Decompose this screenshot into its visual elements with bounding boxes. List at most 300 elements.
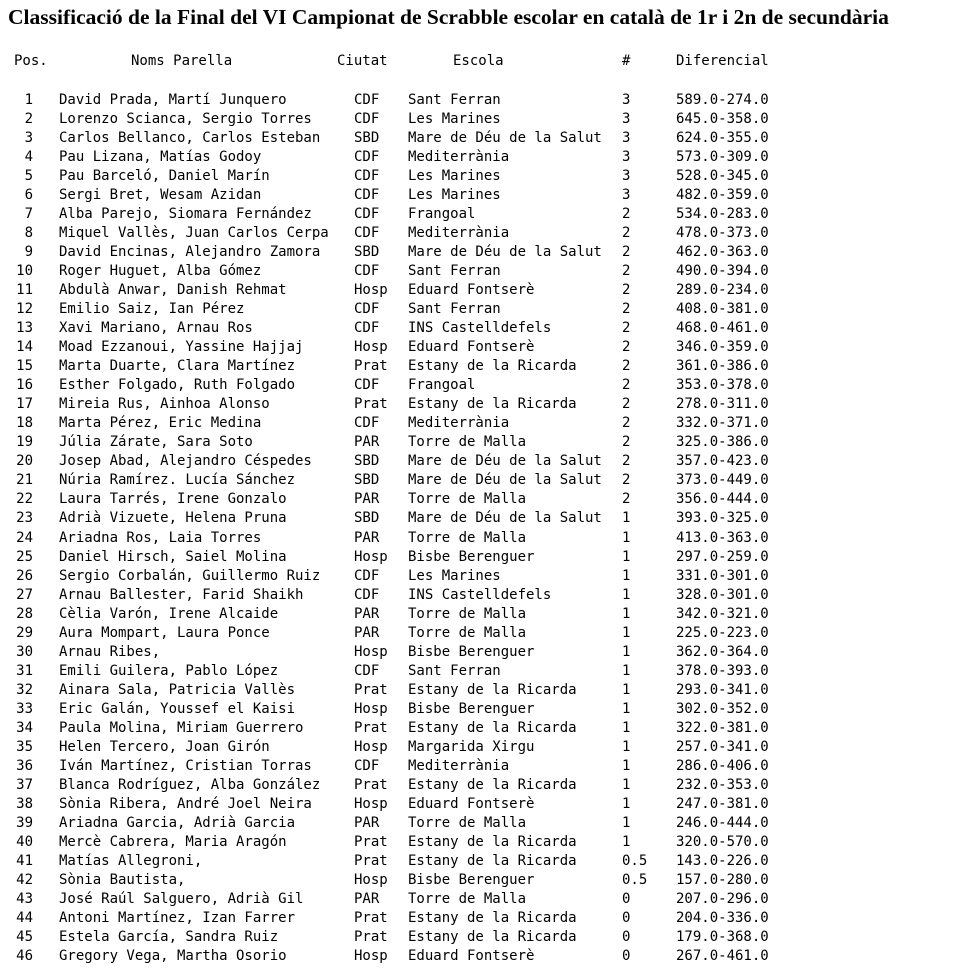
cell-city: PAR (354, 434, 380, 451)
table-row (0, 224, 972, 243)
table-row (0, 357, 972, 376)
cell-pos: 39 (16, 814, 33, 831)
cell-names: Lorenzo Scianca, Sergio Torres (59, 111, 312, 127)
cell-names: David Encinas, Alejandro Zamora (59, 244, 321, 261)
cell-city: Prat (354, 928, 388, 945)
cell-school: Bisbe Berenguer (408, 643, 535, 660)
cell-city: CDF (354, 225, 380, 242)
cell-score: 1 (622, 814, 631, 831)
cell-school: Les Marines (408, 187, 501, 204)
cell-pos: 19 (16, 434, 33, 451)
cell-school: Sant Ferran (408, 662, 501, 679)
table-row (0, 319, 972, 338)
cell-pos: 3 (24, 130, 33, 146)
header-diff: Diferencial (676, 53, 769, 69)
cell-pos: 35 (16, 738, 33, 755)
page-title: Classificació de la Final del VI Campionat de Scrabble escolar en català de 1r i 2n de secundària (8, 5, 889, 29)
cell-school: Torre de Malla (408, 814, 527, 831)
table-row (0, 186, 972, 205)
cell-pos: 2 (24, 111, 33, 127)
cell-city: CDF (354, 149, 380, 166)
cell-diff: 257.0-341.0 (676, 738, 769, 755)
cell-names: Daniel Hirsch, Saiel Molina (59, 548, 287, 565)
cell-names: José Raúl Salguero, Adrià Gil (59, 890, 304, 907)
cell-school: Bisbe Berenguer (408, 871, 535, 888)
table-row (0, 776, 972, 795)
cell-pos: 42 (16, 871, 33, 888)
table-row (0, 757, 972, 776)
table-row (0, 376, 972, 395)
cell-names: Moad Ezzanoui, Yassine Hajjaj (59, 339, 304, 356)
cell-names: Esther Folgado, Ruth Folgado (59, 377, 296, 394)
cell-pos: 38 (16, 795, 33, 812)
cell-score: 2 (622, 244, 631, 261)
cell-names: Paula Molina, Miriam Guerrero (59, 719, 304, 736)
cell-score: 2 (622, 453, 631, 470)
cell-names: Núria Ramírez. Lucía Sánchez (59, 472, 296, 489)
cell-names: Cèlia Varón, Irene Alcaide (59, 605, 279, 622)
cell-names: Sònia Bautista, (59, 871, 186, 888)
table-row (0, 947, 972, 966)
cell-pos: 1 (24, 92, 33, 108)
cell-names: Sergi Bret, Wesam Azidan (59, 187, 262, 204)
cell-diff: 322.0-381.0 (676, 719, 769, 736)
cell-pos: 11 (16, 282, 33, 299)
cell-diff: 645.0-358.0 (676, 111, 769, 127)
cell-diff: 267.0-461.0 (676, 947, 769, 964)
cell-names: Josep Abad, Alejandro Céspedes (59, 453, 312, 470)
cell-pos: 10 (16, 263, 33, 280)
table-row (0, 148, 972, 167)
cell-score: 2 (622, 339, 631, 356)
cell-school: Torre de Malla (408, 605, 527, 622)
table-row (0, 529, 972, 548)
cell-pos: 27 (16, 586, 33, 603)
cell-school: Les Marines (408, 111, 501, 127)
cell-city: Hosp (354, 947, 388, 964)
cell-diff: 378.0-393.0 (676, 662, 769, 679)
cell-names: Pau Lizana, Matías Godoy (59, 149, 262, 166)
header-name: Noms Parella (131, 53, 233, 69)
cell-city: SBD (354, 244, 380, 261)
cell-names: Júlia Zárate, Sara Soto (59, 434, 253, 451)
cell-diff: 528.0-345.0 (676, 168, 769, 185)
cell-school: Mediterrània (408, 757, 510, 774)
cell-score: 3 (622, 187, 631, 204)
cell-city: Hosp (354, 871, 388, 888)
table-row (0, 928, 972, 947)
cell-names: David Prada, Martí Junquero (59, 92, 287, 108)
cell-pos: 16 (16, 377, 33, 394)
cell-city: CDF (354, 586, 380, 603)
table-row (0, 243, 972, 262)
table-row (0, 433, 972, 452)
cell-diff: 356.0-444.0 (676, 491, 769, 508)
cell-pos: 28 (16, 605, 33, 622)
cell-city: Hosp (354, 738, 388, 755)
cell-score: 2 (622, 434, 631, 451)
cell-names: Mireia Rus, Ainhoa Alonso (59, 396, 270, 413)
cell-diff: 346.0-359.0 (676, 339, 769, 356)
header-score: # (622, 53, 631, 69)
cell-diff: 413.0-363.0 (676, 529, 769, 546)
cell-pos: 15 (16, 358, 33, 375)
cell-city: Prat (354, 852, 388, 869)
cell-pos: 44 (16, 909, 33, 926)
table-row (0, 262, 972, 281)
cell-diff: 331.0-301.0 (676, 567, 769, 584)
cell-city: Prat (354, 833, 388, 850)
cell-city: Prat (354, 358, 388, 375)
cell-score: 0 (622, 909, 631, 926)
cell-school: Mediterrània (408, 225, 510, 242)
cell-pos: 26 (16, 567, 33, 584)
cell-diff: 589.0-274.0 (676, 92, 769, 108)
table-row (0, 624, 972, 643)
cell-pos: 20 (16, 453, 33, 470)
cell-names: Abdulà Anwar, Danish Rehmat (59, 282, 287, 299)
cell-score: 2 (622, 415, 631, 432)
cell-diff: 293.0-341.0 (676, 681, 769, 698)
cell-names: Xavi Mariano, Arnau Ros (59, 320, 253, 337)
cell-city: CDF (354, 662, 380, 679)
cell-diff: 247.0-381.0 (676, 795, 769, 812)
cell-diff: 297.0-259.0 (676, 548, 769, 565)
cell-score: 2 (622, 206, 631, 223)
cell-score: 2 (622, 282, 631, 299)
cell-pos: 25 (16, 548, 33, 565)
cell-diff: 143.0-226.0 (676, 852, 769, 869)
cell-city: Prat (354, 776, 388, 793)
cell-diff: 246.0-444.0 (676, 814, 769, 831)
cell-city: CDF (354, 111, 380, 127)
cell-city: CDF (354, 168, 380, 185)
cell-diff: 393.0-325.0 (676, 510, 769, 527)
cell-score: 2 (622, 358, 631, 375)
cell-diff: 373.0-449.0 (676, 472, 769, 489)
cell-diff: 232.0-353.0 (676, 776, 769, 793)
cell-score: 0 (622, 947, 631, 964)
cell-names: Emilio Saiz, Ian Pérez (59, 301, 245, 318)
cell-score: 1 (622, 776, 631, 793)
cell-city: CDF (354, 301, 380, 318)
cell-diff: 332.0-371.0 (676, 415, 769, 432)
cell-score: 1 (622, 548, 631, 565)
cell-names: Carlos Bellanco, Carlos Esteban (59, 130, 321, 146)
cell-school: INS Castelldefels (408, 320, 552, 337)
cell-pos: 6 (24, 187, 33, 204)
cell-names: Iván Martínez, Cristian Torras (59, 757, 312, 774)
cell-pos: 5 (24, 168, 33, 185)
cell-score: 0 (622, 928, 631, 945)
cell-school: Eduard Fontserè (408, 282, 535, 299)
cell-school: Bisbe Berenguer (408, 700, 535, 717)
cell-diff: 278.0-311.0 (676, 396, 769, 413)
cell-city: SBD (354, 130, 380, 146)
cell-city: PAR (354, 529, 380, 546)
cell-city: Prat (354, 396, 388, 413)
cell-diff: 482.0-359.0 (676, 187, 769, 204)
cell-city: Prat (354, 909, 388, 926)
cell-city: Hosp (354, 643, 388, 660)
cell-names: Ariadna Garcia, Adrià Garcia (59, 814, 296, 831)
cell-pos: 24 (16, 529, 33, 546)
cell-score: 1 (622, 700, 631, 717)
table-row (0, 662, 972, 681)
cell-score: 3 (622, 149, 631, 166)
cell-names: Miquel Vallès, Juan Carlos Cerpa (59, 225, 329, 242)
table-row (0, 205, 972, 224)
cell-diff: 624.0-355.0 (676, 130, 769, 146)
table-row (0, 719, 972, 738)
cell-school: Mare de Déu de la Salut (408, 453, 602, 470)
cell-pos: 21 (16, 472, 33, 489)
table-row (0, 605, 972, 624)
cell-names: Marta Pérez, Eric Medina (59, 415, 262, 432)
cell-pos: 12 (16, 301, 33, 318)
cell-school: Torre de Malla (408, 624, 527, 641)
table-row (0, 852, 972, 871)
cell-diff: 328.0-301.0 (676, 586, 769, 603)
cell-names: Alba Parejo, Siomara Fernández (59, 206, 312, 223)
cell-names: Helen Tercero, Joan Girón (59, 738, 270, 755)
table-row (0, 452, 972, 471)
cell-school: Mare de Déu de la Salut (408, 472, 602, 489)
cell-pos: 46 (16, 947, 33, 964)
cell-score: 2 (622, 377, 631, 394)
table-header (0, 52, 972, 71)
table-row (0, 548, 972, 567)
cell-pos: 33 (16, 700, 33, 717)
cell-school: Estany de la Ricarda (408, 909, 577, 926)
table-row (0, 567, 972, 586)
cell-score: 3 (622, 111, 631, 127)
cell-city: PAR (354, 491, 380, 508)
cell-score: 2 (622, 301, 631, 318)
cell-school: Sant Ferran (408, 263, 501, 280)
table-row (0, 586, 972, 605)
cell-score: 1 (622, 567, 631, 584)
cell-school: Bisbe Berenguer (408, 548, 535, 565)
cell-score: 2 (622, 472, 631, 489)
cell-names: Mercè Cabrera, Maria Aragón (59, 833, 287, 850)
cell-pos: 40 (16, 833, 33, 850)
cell-names: Aura Mompart, Laura Ponce (59, 624, 270, 641)
cell-city: SBD (354, 472, 380, 489)
cell-score: 3 (622, 92, 631, 108)
cell-diff: 320.0-570.0 (676, 833, 769, 850)
cell-city: PAR (354, 624, 380, 641)
cell-names: Sergio Corbalán, Guillermo Ruiz (59, 567, 321, 584)
table-row (0, 509, 972, 528)
cell-diff: 289.0-234.0 (676, 282, 769, 299)
table-row (0, 395, 972, 414)
table-row (0, 167, 972, 186)
table-row (0, 281, 972, 300)
cell-names: Antoni Martínez, Izan Farrer (59, 909, 296, 926)
cell-pos: 7 (24, 206, 33, 223)
cell-names: Ainara Sala, Patricia Vallès (59, 681, 296, 698)
cell-names: Eric Galán, Youssef el Kaisi (59, 700, 296, 717)
cell-names: Sònia Ribera, André Joel Neira (59, 795, 312, 812)
cell-pos: 22 (16, 491, 33, 508)
cell-school: Margarida Xirgu (408, 738, 535, 755)
cell-school: Estany de la Ricarda (408, 396, 577, 413)
cell-names: Adrià Vizuete, Helena Pruna (59, 510, 287, 527)
cell-names: Gregory Vega, Martha Osorio (59, 947, 287, 964)
cell-school: Sant Ferran (408, 92, 501, 108)
table-row (0, 890, 972, 909)
cell-city: Hosp (354, 700, 388, 717)
table-row (0, 490, 972, 509)
cell-school: Eduard Fontserè (408, 795, 535, 812)
cell-pos: 17 (16, 396, 33, 413)
cell-score: 1 (622, 833, 631, 850)
cell-diff: 204.0-336.0 (676, 909, 769, 926)
cell-names: Laura Tarrés, Irene Gonzalo (59, 491, 287, 508)
cell-score: 2 (622, 396, 631, 413)
cell-pos: 29 (16, 624, 33, 641)
cell-school: Torre de Malla (408, 434, 527, 451)
cell-school: Mare de Déu de la Salut (408, 510, 602, 527)
table-row (0, 110, 972, 129)
cell-diff: 490.0-394.0 (676, 263, 769, 280)
cell-school: Les Marines (408, 168, 501, 185)
cell-school: Torre de Malla (408, 491, 527, 508)
cell-diff: 478.0-373.0 (676, 225, 769, 242)
cell-school: Mare de Déu de la Salut (408, 244, 602, 261)
cell-diff: 286.0-406.0 (676, 757, 769, 774)
cell-names: Marta Duarte, Clara Martínez (59, 358, 296, 375)
cell-score: 1 (622, 529, 631, 546)
cell-names: Matías Allegroni, (59, 852, 203, 869)
cell-score: 1 (622, 510, 631, 527)
cell-city: PAR (354, 814, 380, 831)
cell-city: Hosp (354, 795, 388, 812)
cell-school: Torre de Malla (408, 529, 527, 546)
cell-score: 1 (622, 643, 631, 660)
cell-school: Estany de la Ricarda (408, 928, 577, 945)
cell-diff: 325.0-386.0 (676, 434, 769, 451)
cell-pos: 41 (16, 852, 33, 869)
cell-names: Emili Guilera, Pablo López (59, 662, 279, 679)
cell-diff: 462.0-363.0 (676, 244, 769, 261)
cell-city: Prat (354, 681, 388, 698)
cell-school: Mediterrània (408, 415, 510, 432)
cell-school: Les Marines (408, 567, 501, 584)
table-row (0, 129, 972, 148)
cell-score: 3 (622, 168, 631, 185)
cell-school: Mare de Déu de la Salut (408, 130, 602, 146)
cell-score: 2 (622, 320, 631, 337)
cell-pos: 18 (16, 415, 33, 432)
cell-city: Prat (354, 719, 388, 736)
cell-city: Hosp (354, 282, 388, 299)
cell-city: CDF (354, 320, 380, 337)
cell-names: Blanca Rodríguez, Alba González (59, 776, 321, 793)
cell-school: Eduard Fontserè (408, 947, 535, 964)
cell-school: INS Castelldefels (408, 586, 552, 603)
cell-school: Mediterrània (408, 149, 510, 166)
cell-score: 2 (622, 491, 631, 508)
table-row (0, 681, 972, 700)
cell-city: CDF (354, 567, 380, 584)
cell-diff: 362.0-364.0 (676, 643, 769, 660)
cell-school: Estany de la Ricarda (408, 719, 577, 736)
cell-pos: 23 (16, 510, 33, 527)
cell-score: 1 (622, 681, 631, 698)
cell-pos: 9 (24, 244, 33, 261)
cell-diff: 342.0-321.0 (676, 605, 769, 622)
cell-names: Pau Barceló, Daniel Marín (59, 168, 270, 185)
cell-city: CDF (354, 206, 380, 223)
cell-diff: 179.0-368.0 (676, 928, 769, 945)
header-city: Ciutat (337, 53, 388, 69)
header-school: Escola (453, 53, 504, 69)
cell-score: 3 (622, 130, 631, 146)
cell-pos: 37 (16, 776, 33, 793)
cell-names: Roger Huguet, Alba Gómez (59, 263, 262, 280)
table-row (0, 91, 972, 110)
cell-diff: 361.0-386.0 (676, 358, 769, 375)
cell-city: Hosp (354, 339, 388, 356)
cell-city: CDF (354, 415, 380, 432)
cell-pos: 32 (16, 681, 33, 698)
cell-score: 1 (622, 662, 631, 679)
table-row (0, 909, 972, 928)
table-row (0, 795, 972, 814)
cell-pos: 8 (24, 225, 33, 242)
table-row (0, 338, 972, 357)
cell-diff: 408.0-381.0 (676, 301, 769, 318)
cell-city: Hosp (354, 548, 388, 565)
cell-pos: 31 (16, 662, 33, 679)
cell-city: CDF (354, 263, 380, 280)
table-row (0, 643, 972, 662)
cell-city: PAR (354, 890, 380, 907)
cell-school: Frangoal (408, 377, 476, 394)
cell-names: Ariadna Ros, Laia Torres (59, 529, 262, 546)
cell-school: Frangoal (408, 206, 476, 223)
cell-diff: 207.0-296.0 (676, 890, 769, 907)
cell-pos: 36 (16, 757, 33, 774)
cell-school: Estany de la Ricarda (408, 833, 577, 850)
cell-names: Arnau Ballester, Farid Shaikh (59, 586, 304, 603)
cell-pos: 34 (16, 719, 33, 736)
cell-school: Estany de la Ricarda (408, 852, 577, 869)
table-row (0, 738, 972, 757)
cell-pos: 4 (24, 149, 33, 166)
table-row (0, 833, 972, 852)
cell-diff: 157.0-280.0 (676, 871, 769, 888)
cell-city: CDF (354, 187, 380, 204)
cell-school: Estany de la Ricarda (408, 776, 577, 793)
cell-score: 1 (622, 719, 631, 736)
cell-diff: 573.0-309.0 (676, 149, 769, 166)
cell-score: 1 (622, 586, 631, 603)
cell-score: 1 (622, 757, 631, 774)
cell-score: 1 (622, 624, 631, 641)
table-row (0, 814, 972, 833)
cell-score: 0 (622, 890, 631, 907)
cell-pos: 13 (16, 320, 33, 337)
table-row (0, 871, 972, 890)
cell-score: 0.5 (622, 871, 648, 888)
cell-city: CDF (354, 377, 380, 394)
cell-school: Estany de la Ricarda (408, 358, 577, 375)
cell-pos: 45 (16, 928, 33, 945)
cell-names: Arnau Ribes, (59, 643, 161, 660)
